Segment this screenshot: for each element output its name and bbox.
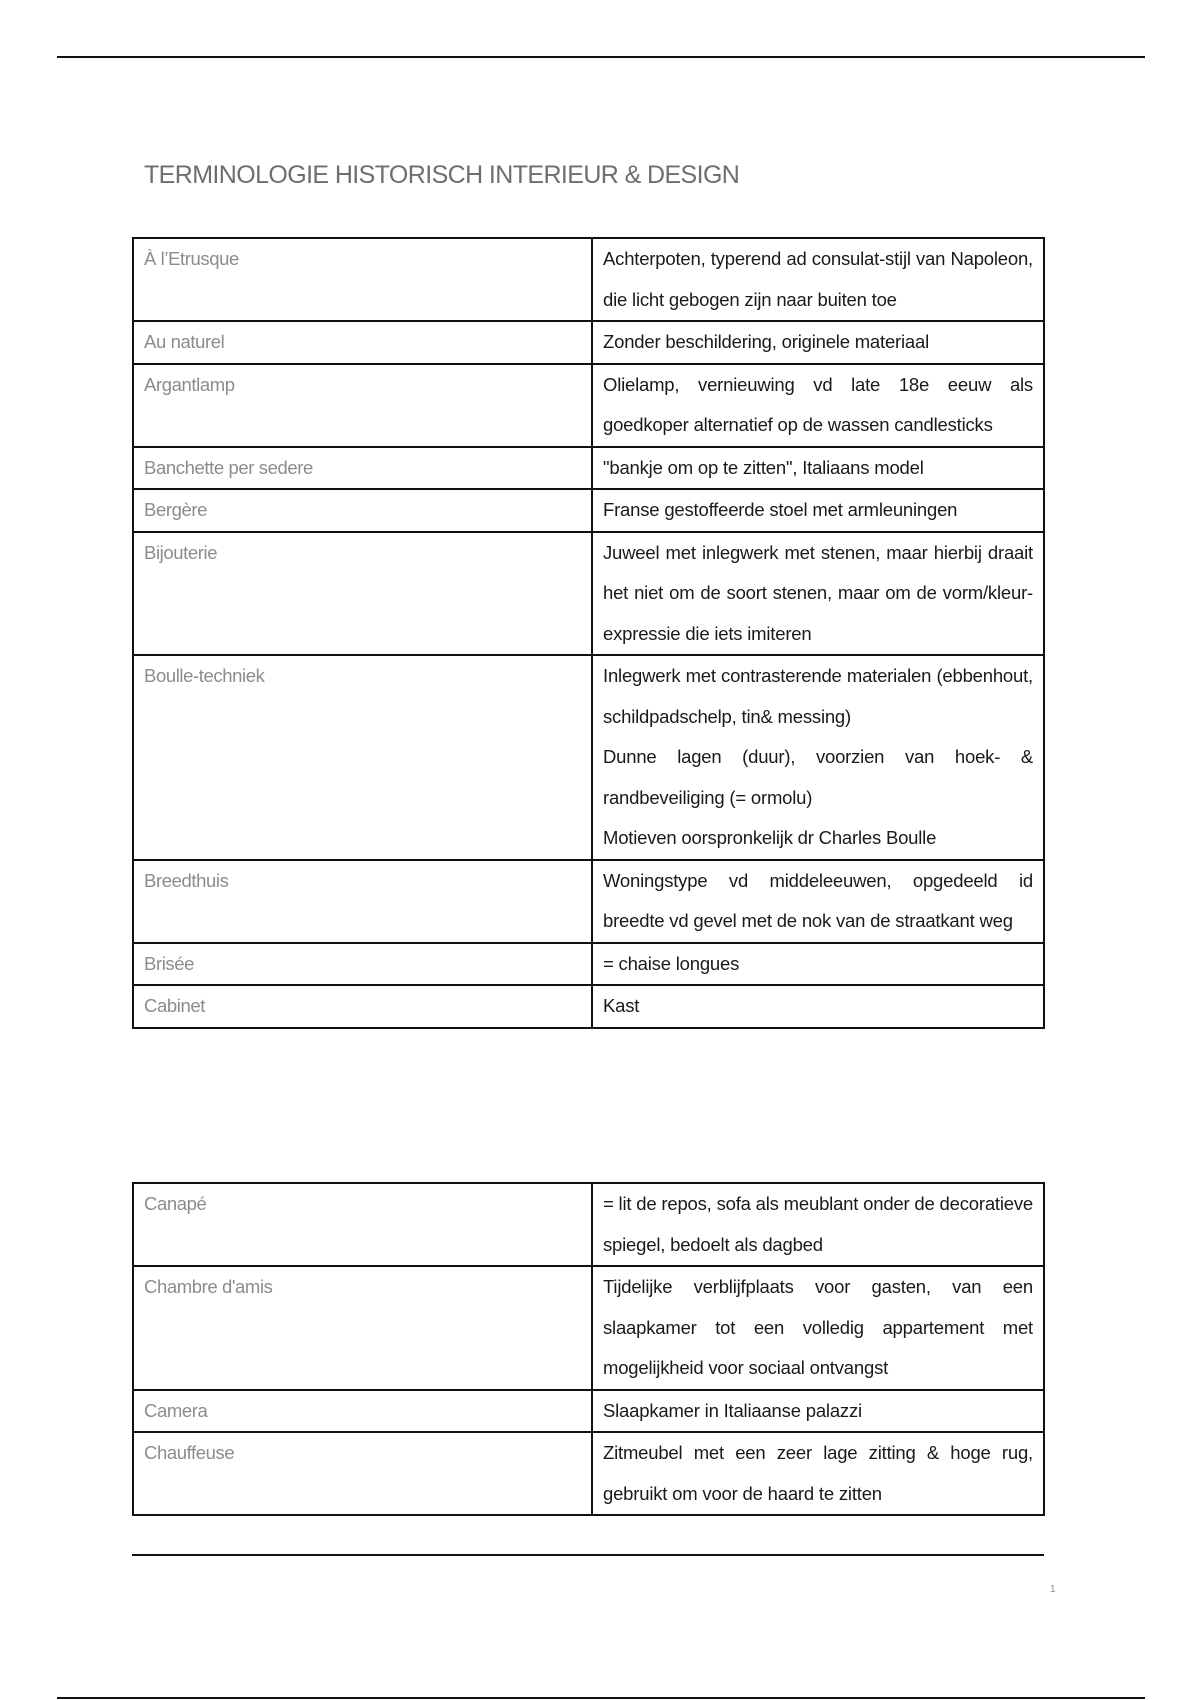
term-cell: Camera [133, 1390, 592, 1433]
definition-paragraph: Woningstype vd middeleeuwen, opgedeeld id breedte vd gevel met de nok van de straatkant weg [603, 869, 1033, 931]
definition-paragraph: Zitmeubel met een zeer lage zitting & hoge rug, gebruikt om voor de haard te zitten [603, 1442, 1033, 1504]
definition-cell [592, 860, 1044, 943]
definition-cell [592, 1432, 1044, 1515]
term-cell: Brisée [133, 943, 592, 986]
term-cell: Cabinet [133, 985, 592, 1028]
term-cell: Breedthuis [133, 860, 592, 943]
definition-cell [592, 655, 1044, 860]
terms-table-2 [132, 1182, 1045, 1516]
footer-rule [132, 1554, 1044, 1556]
definition-cell [592, 1390, 1044, 1433]
table-row [133, 860, 1044, 943]
term-cell: Argantlamp [133, 364, 592, 447]
table-row [133, 364, 1044, 447]
definition-cell [592, 447, 1044, 490]
definition-paragraph: Dunne lagen (duur), voorzien van hoek- & randbeveiliging (= ormolu) [603, 746, 1033, 808]
definition-paragraph: Motieven oorspronkelijk dr Charles Boulle [603, 827, 937, 848]
definition-cell [592, 321, 1044, 364]
term-cell: Au naturel [133, 321, 592, 364]
definition-paragraph: Zonder beschildering, originele materiaal [603, 331, 930, 352]
term-cell: Chambre d'amis [133, 1266, 592, 1390]
definition-cell [592, 364, 1044, 447]
header-rule [57, 56, 1145, 58]
definition-cell [592, 1183, 1044, 1266]
definition-paragraph: = chaise longues [603, 952, 740, 974]
definition-paragraph: Slaapkamer in Italiaanse palazzi [603, 1399, 862, 1421]
table-row [133, 321, 1044, 364]
table-row [133, 1266, 1044, 1390]
table-row [133, 1183, 1044, 1266]
definition-paragraph: Tijdelijke verblijfplaats voor gasten, van een slaapkamer tot een volledig appartement met mogelijkheid voor sociaal ontvangst [603, 1276, 1033, 1378]
term-cell: Banchette per sedere [133, 447, 592, 490]
definition-paragraph: = lit de repos, sofa als meublant onder de decoratieve spiegel, bedoelt als dagbed [603, 1193, 1033, 1255]
table-row [133, 943, 1044, 986]
definition-paragraph: Kast [603, 995, 640, 1016]
definition-cell [592, 532, 1044, 656]
term-cell: Bergère [133, 489, 592, 532]
definition-paragraph: Franse gestoffeerde stoel met armleuningen [603, 499, 958, 520]
definition-cell [592, 1266, 1044, 1390]
table-row [133, 532, 1044, 656]
term-cell: À l’Etrusque [133, 238, 592, 321]
definition-cell [592, 238, 1044, 321]
page-bottom-rule [57, 1697, 1145, 1699]
terms-table-1 [132, 237, 1045, 1029]
page-title: TERMINOLOGIE HISTORISCH INTERIEUR & DESIGN [144, 160, 740, 189]
term-cell: Chauffeuse [133, 1432, 592, 1515]
definition-paragraph: Olielamp, vernieuwing vd late 18e eeuw als goedkoper alternatief op de wassen candlesticks [603, 373, 1033, 435]
definition-paragraph: Inlegwerk met contrasterende materialen (ebbenhout, schildpadschelp, tin& messing) [603, 665, 1033, 727]
table-row [133, 985, 1044, 1028]
definition-cell [592, 489, 1044, 532]
definition-paragraph: "bankje om op te zitten", Italiaans model [603, 456, 924, 478]
definition-cell [592, 943, 1044, 986]
table-row [133, 447, 1044, 490]
table-row [133, 1432, 1044, 1515]
term-cell: Boulle-techniek [133, 655, 592, 860]
term-cell: Bijouterie [133, 532, 592, 656]
definition-cell [592, 985, 1044, 1028]
term-cell: Canapé [133, 1183, 592, 1266]
table-row [133, 1390, 1044, 1433]
table-row [133, 655, 1044, 860]
table-row [133, 489, 1044, 532]
table-row [133, 238, 1044, 321]
page-number: 1 [1050, 1584, 1056, 1595]
definition-paragraph: Achterpoten, typerend ad consulat-stijl van Napoleon, die licht gebogen zijn naar buiten toe [603, 248, 1033, 310]
definition-paragraph: Juweel met inlegwerk met stenen, maar hierbij draait het niet om de soort stenen, maar om de vorm/kleur-expressie die iets imiteren [603, 541, 1033, 644]
